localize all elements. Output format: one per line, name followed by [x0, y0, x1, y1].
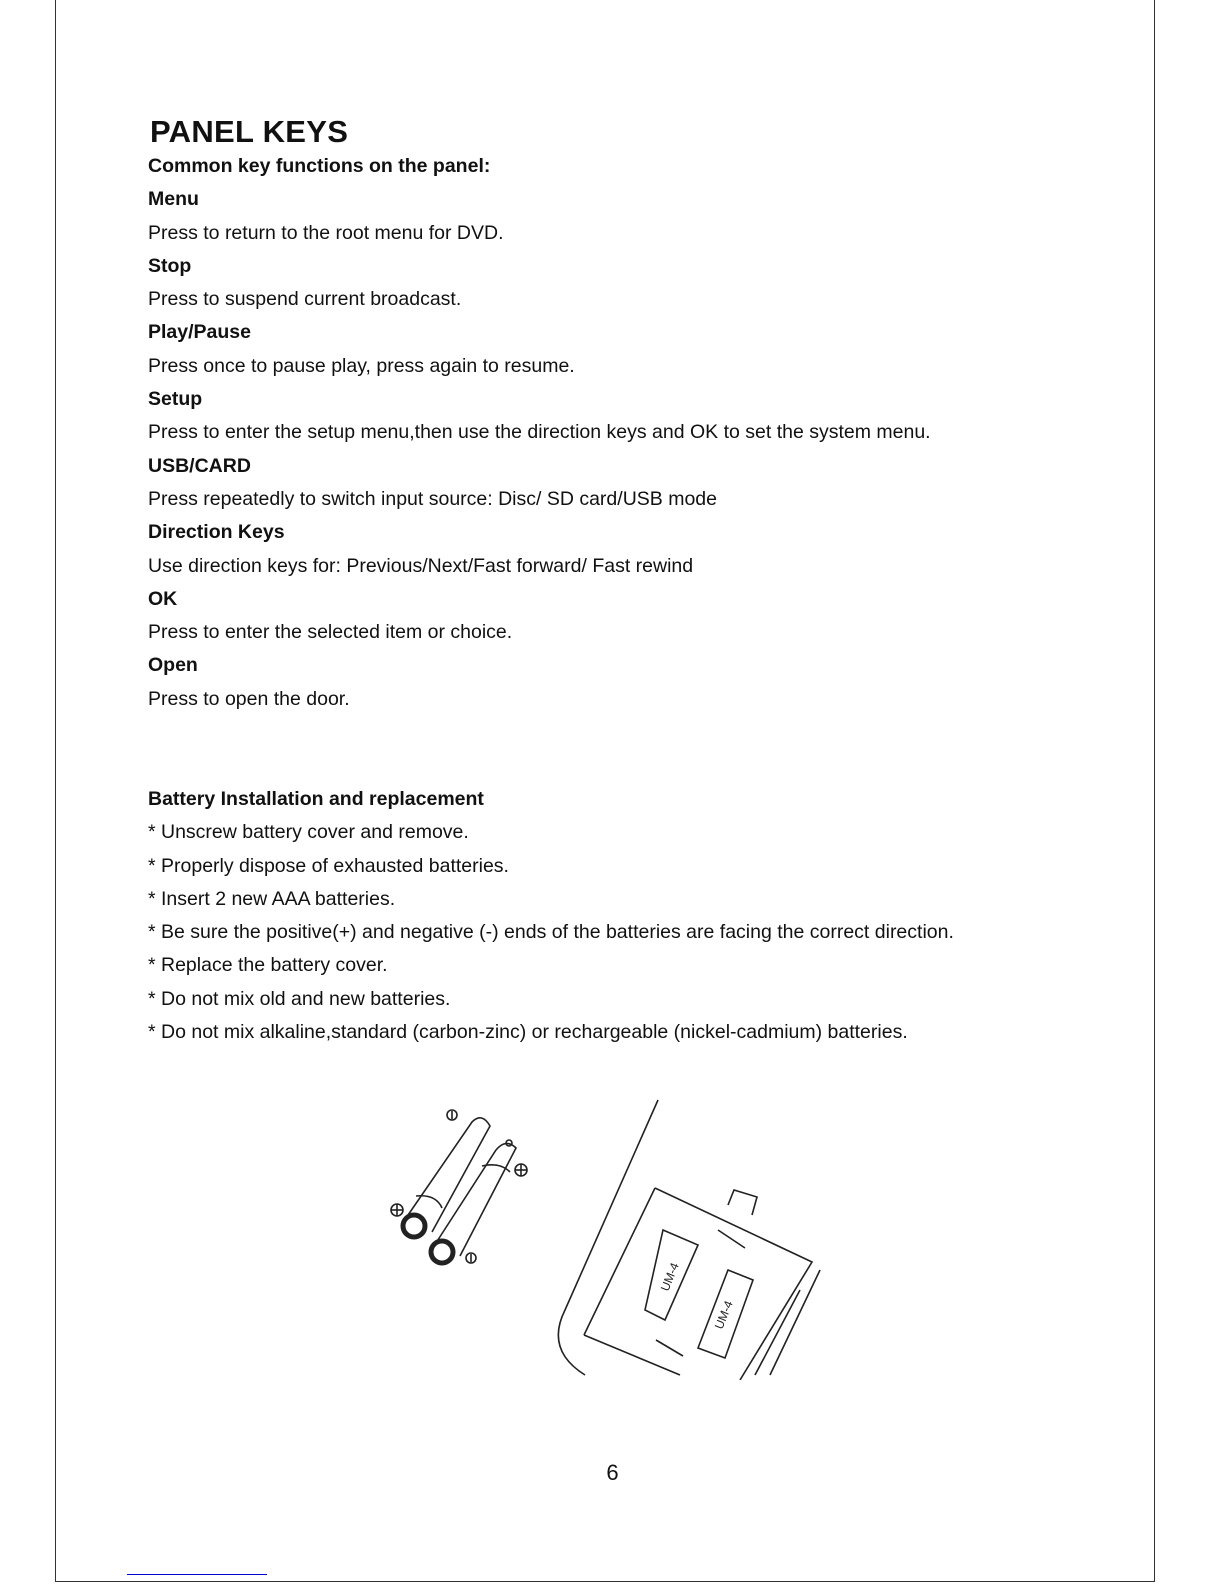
key-name: Menu — [148, 188, 199, 211]
battery-slot-label: UM-4 — [711, 1298, 736, 1332]
key-name: Setup — [148, 388, 203, 411]
battery-instruction: * Insert 2 new AAA batteries. — [148, 887, 396, 910]
remote-battery-compartment — [558, 1100, 820, 1380]
battery-section — [148, 783, 954, 1049]
battery-slot-label: UM-4 — [657, 1260, 682, 1294]
battery-instruction: * Properly dispose of exhausted batteries. — [148, 854, 509, 877]
battery-instruction: * Do not mix old and new batteries. — [148, 987, 451, 1010]
key-name: USB/CARD — [148, 454, 251, 477]
panel-keys-list — [148, 150, 931, 716]
key-name: OK — [148, 587, 178, 610]
battery-instruction: * Be sure the positive(+) and negative (-) ends of the batteries are facing the correct direction. — [148, 921, 954, 944]
key-description: Press to return to the root menu for DVD. — [148, 221, 504, 244]
key-name: Stop — [148, 254, 192, 277]
key-description: Press to suspend current broadcast. — [148, 288, 462, 311]
page-title: PANEL KEYS — [150, 114, 349, 149]
key-description: Press to enter the selected item or choice. — [148, 621, 513, 644]
key-description: Press repeatedly to switch input source: Disc/ SD card/USB mode — [148, 487, 717, 510]
key-description: Press to enter the setup menu,then use the direction keys and OK to set the system menu. — [148, 421, 931, 444]
key-name: Play/Pause — [148, 321, 251, 344]
page-number: 6 — [606, 1460, 619, 1485]
battery-installation-illustration — [360, 1080, 840, 1380]
link-underline — [127, 1574, 267, 1575]
battery-instruction: * Unscrew battery cover and remove. — [148, 821, 469, 844]
battery-instruction: * Do not mix alkaline,standard (carbon-zinc) or rechargeable (nickel-cadmium) batteries. — [148, 1021, 908, 1044]
key-name: Open — [148, 654, 198, 677]
battery-instruction: * Replace the battery cover. — [148, 954, 388, 977]
key-description: Use direction keys for: Previous/Next/Fast forward/ Fast rewind — [148, 554, 694, 577]
key-name: Direction Keys — [148, 521, 285, 544]
key-description: Press once to pause play, press again to resume. — [148, 354, 575, 377]
loose-batteries — [391, 1110, 527, 1263]
section-subtitle: Common key functions on the panel: — [148, 155, 491, 177]
battery-heading: Battery Installation and replacement — [148, 788, 484, 810]
key-description: Press to open the door. — [148, 687, 350, 710]
